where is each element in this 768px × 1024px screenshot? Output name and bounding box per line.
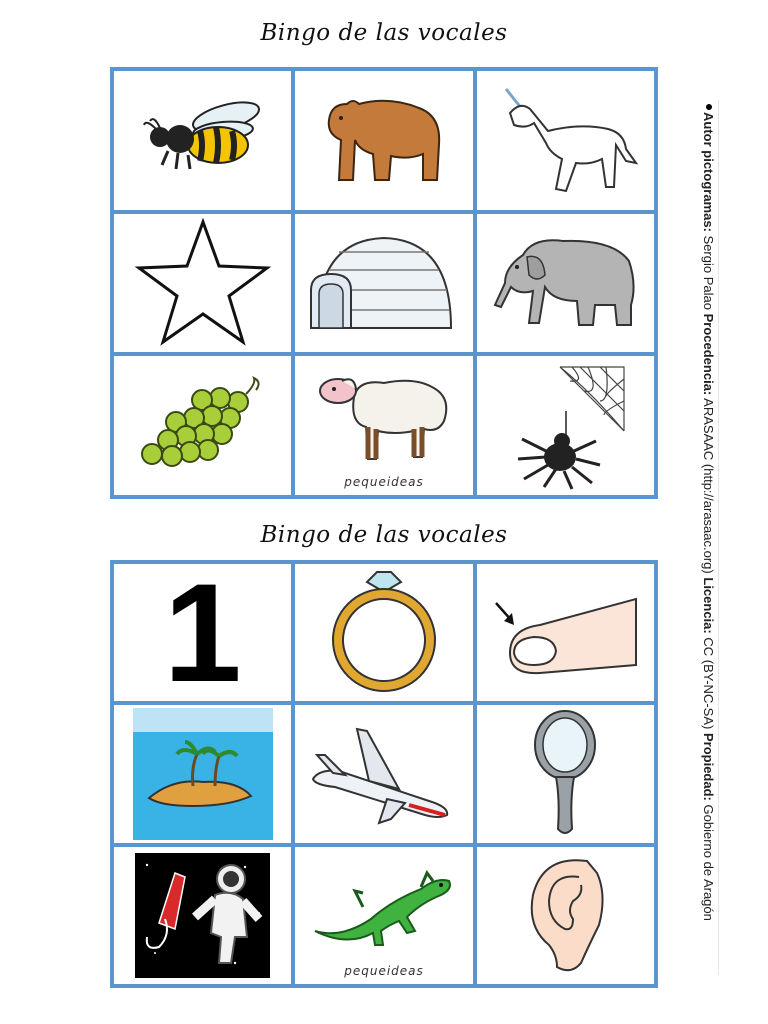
credits-divider	[718, 100, 719, 975]
bingo-cell	[114, 71, 291, 210]
bingo-cell	[477, 71, 654, 210]
card-1-title: Bingo de las vocales	[260, 20, 508, 46]
bingo-cell	[295, 214, 472, 353]
bingo-cell	[114, 705, 291, 842]
bingo-cell	[114, 564, 291, 701]
card-2-title: Bingo de las vocales	[260, 522, 508, 548]
bingo-cell	[295, 564, 472, 701]
bee-icon	[138, 95, 268, 185]
ear-icon	[523, 855, 608, 975]
bingo-cell	[295, 356, 472, 495]
watermark-logo: pequeideas	[344, 963, 424, 978]
bingo-cell	[477, 564, 654, 701]
bingo-cell	[295, 705, 472, 842]
credits-bullet	[706, 104, 712, 110]
bingo-cell	[295, 847, 472, 984]
credits-owner: Gobierno de Aragón	[701, 804, 716, 921]
grapes-icon	[138, 376, 268, 476]
bingo-cell	[477, 705, 654, 842]
bingo-cell	[477, 847, 654, 984]
credits-owner-label: Propiedad:	[701, 732, 716, 801]
credits-author: Sergio Palao	[701, 235, 716, 310]
bingo-cell	[477, 356, 654, 495]
bingo-cell	[114, 847, 291, 984]
bingo-card-1	[110, 67, 658, 499]
hand-mirror-icon	[530, 709, 600, 839]
igloo-icon	[309, 230, 459, 335]
bingo-cell	[295, 71, 472, 210]
bingo-card-2	[110, 560, 658, 988]
fingernail-icon	[490, 583, 640, 683]
watermark-logo: pequeideas	[344, 475, 424, 489]
airplane-icon	[309, 719, 459, 829]
star-icon	[133, 218, 273, 348]
credits-source: ARASAAC (http://arasaac.org)	[701, 398, 716, 574]
credits-source-label: Procedencia:	[701, 313, 716, 396]
astronaut-icon	[135, 853, 270, 978]
bingo-cell	[114, 214, 291, 353]
credits-author-label: Autor pictogramas:	[701, 112, 716, 232]
island-icon	[133, 708, 273, 840]
unicorn-icon	[490, 83, 640, 198]
sheep-icon	[314, 367, 454, 467]
spider-icon	[500, 361, 630, 491]
bingo-cell	[114, 356, 291, 495]
ring-icon	[329, 570, 439, 695]
bingo-cell	[477, 214, 654, 353]
elephant-icon	[493, 235, 638, 330]
credits-text	[696, 112, 716, 992]
iguana-icon	[311, 861, 456, 951]
bear-icon	[319, 90, 449, 190]
credits-license: CC (BY-NC-SA)	[701, 637, 716, 730]
number-one-icon: 1	[163, 564, 242, 702]
credits-license-label: Licencia:	[701, 577, 716, 634]
